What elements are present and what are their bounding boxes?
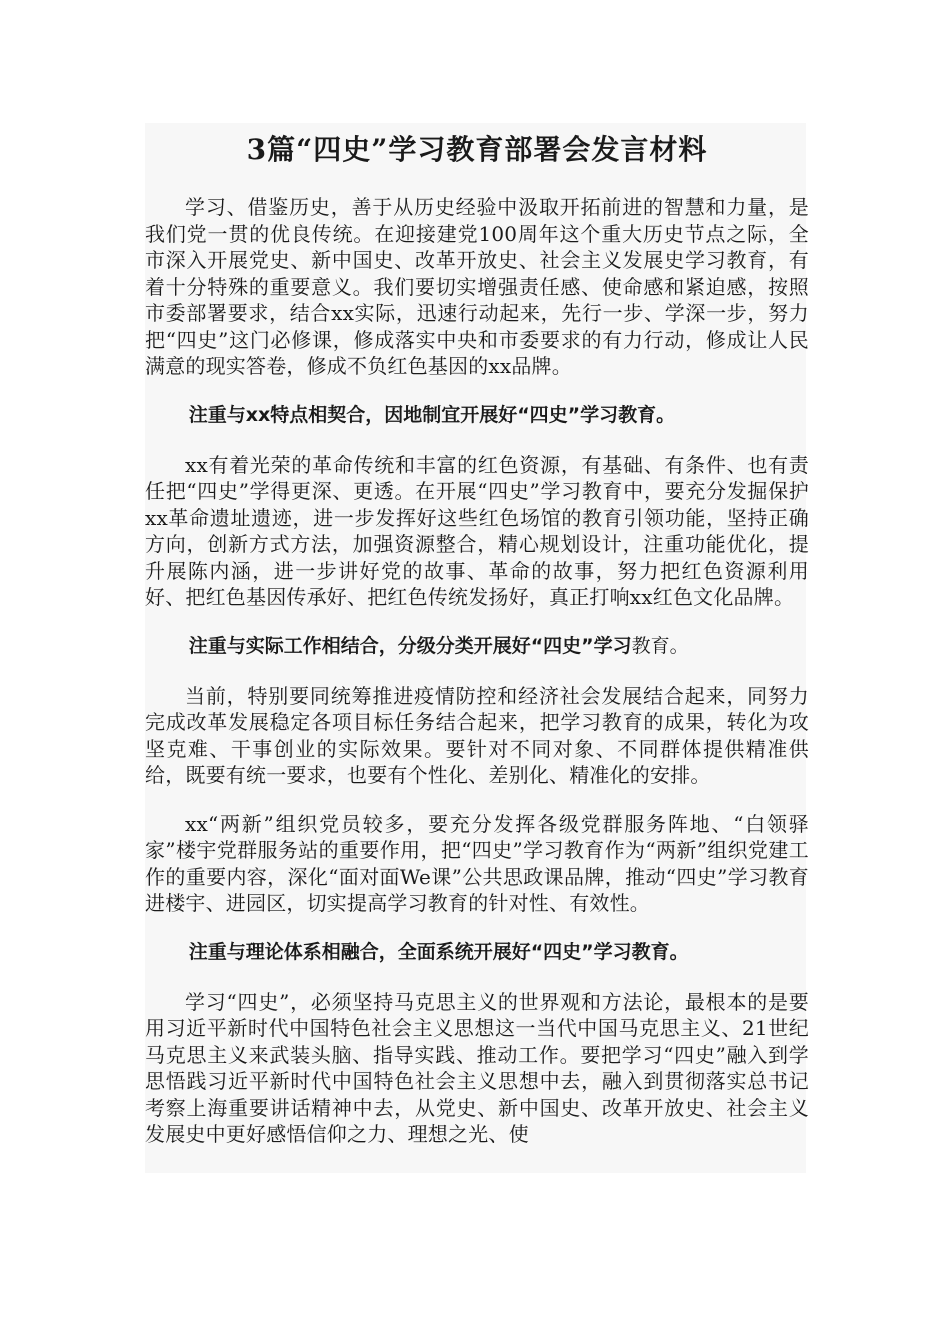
section-heading-2-tail: 教育。 [631,634,689,657]
section-paragraph-1: xx有着光荣的革命传统和丰富的红色资源，有基础、有条件、也有责任把“四史”学得更深、更透。在开展“四史”学习教育中，要充分发掘保护xx革命遗址遗迹，进一步发挥好这些红色场馆的教育引领功能，坚持正确方向，创新方式方法，加强资源整合，精心规划设计，注重功能优化，提升展陈内涵，进一步讲好党的故事、革命的故事，努力把红色资源利用好、把红色基因传承好、把红色传统发扬好，真正打响xx红色文化品牌。 [145,452,809,609]
section-heading-3: 注重与理论体系相融合，全面系统开展好“四史”学习教育。 [188,940,689,963]
document-body [145,128,809,1170]
section-heading-2-bold: 注重与实际工作相结合，分级分类开展好“四史”学习 [188,634,632,657]
section-paragraph-2b: xx“两新”组织党员较多，要充分发挥各级党群服务阵地、“白领驿家”楼宇党群服务站的重要作用，把“四史”学习教育作为“两新”组织党建工作的重要内容，深化“面对面We课”公共思政课品牌，推动“四史”学习教育进楼宇、进园区，切实提高学习教育的针对性、有效性。 [145,811,809,915]
section-paragraph-3: 学习“四史”，必须坚持马克思主义的世界观和方法论，最根本的是要用习近平新时代中国特色社会主义思想这一当代中国马克思主义、21世纪马克思主义来武装头脑、指导实践、推动工作。要把学习“四史”融入到学思悟践习近平新时代中国特色社会主义思想中去，融入到贯彻落实总书记考察上海重要讲话精神中去，从党史、新中国史、改革开放史、社会主义发展史中更好感悟信仰之力、理想之光、使 [145,989,809,1146]
section-heading-2 [145,633,809,659]
document-title: 3篇“四史”学习教育部署会发言材料 [246,133,708,166]
section-heading-1: 注重与xx特点相契合，因地制宜开展好“四史”学习教育。 [188,403,676,426]
section-paragraph-2a: 当前，特别要同统筹推进疫情防控和经济社会发展结合起来，同努力完成改革发展稳定各项目标任务结合起来，把学习教育的成果，转化为攻坚克难、干事创业的实际效果。要针对不同对象、不同群体提供精准供给，既要有统一要求，也要有个性化、差别化、精准化的安排。 [145,683,809,787]
intro-paragraph: 学习、借鉴历史，善于从历史经验中汲取开拓前进的智慧和力量，是我们党一贯的优良传统。在迎接建党100周年这个重大历史节点之际，全市深入开展党史、新中国史、改革开放史、社会主义发展史学习教育，有着十分特殊的重要意义。我们要切实增强责任感、使命感和紧迫感，按照市委部署要求，结合xx实际，迅速行动起来，先行一步、学深一步，努力把“四史”这门必修课，修成落实中央和市委要求的有力行动，修成让人民满意的现实答卷，修成不负红色基因的xx品牌。 [145,195,809,378]
